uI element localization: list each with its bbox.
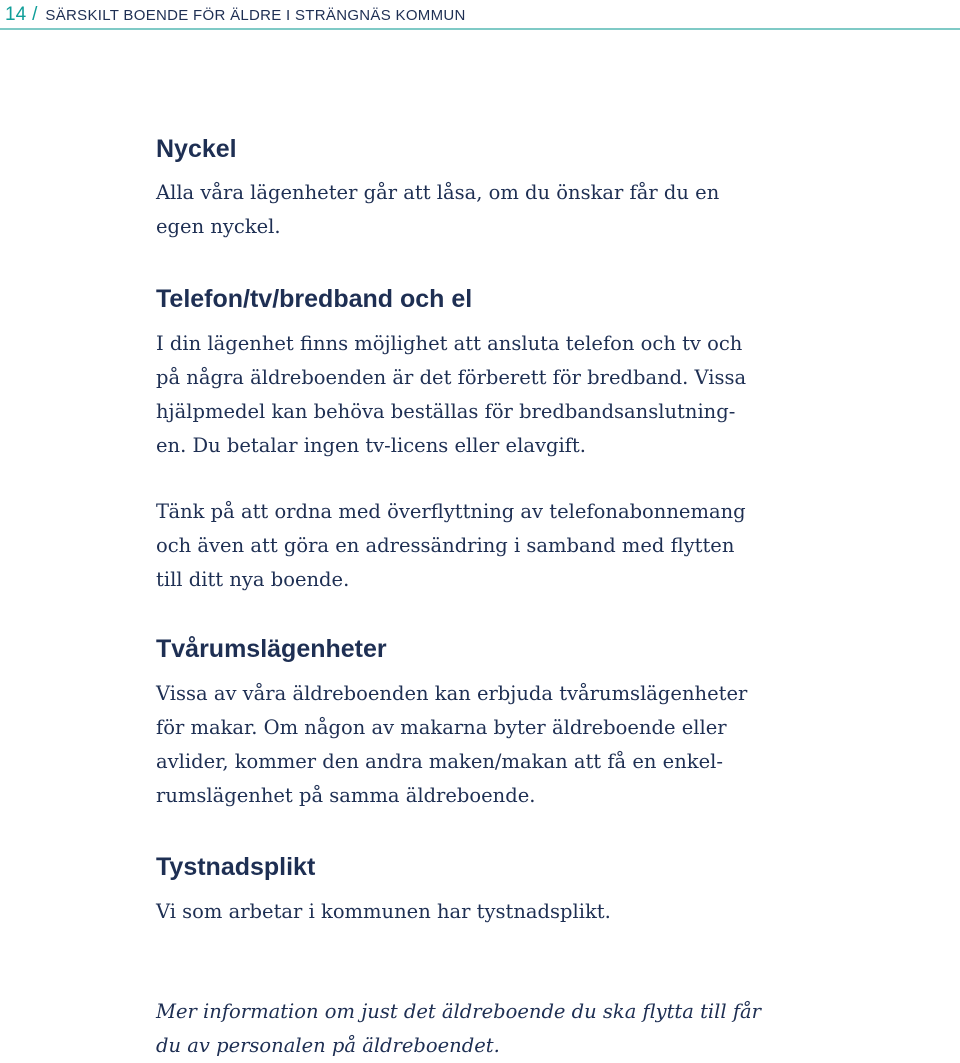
heading-tvarums: Tvårumslägenheter — [156, 635, 387, 663]
text-line: till ditt nya boende. — [156, 568, 350, 591]
text-line: och även att göra en adressändring i samband med flytten — [156, 534, 735, 557]
text-line: för makar. Om någon av makarna byter äldreboende eller — [156, 716, 727, 739]
page-number: 14 — [5, 4, 27, 25]
text-line: Vissa av våra äldreboenden kan erbjuda tvårumslägenheter — [156, 682, 748, 705]
heading-tystnad: Tystnadsplikt — [156, 853, 316, 881]
paragraph-telefon-moving — [156, 495, 776, 597]
text-line: rumslägenhet på samma äldreboende. — [156, 784, 536, 807]
heading-nyckel: Nyckel — [156, 135, 237, 163]
paragraph-tystnad — [156, 895, 776, 929]
running-title: SÄRSKILT BOENDE FÖR ÄLDRE I STRÄNGNÄS KOMMUN — [45, 7, 466, 24]
text-line: Alla våra lägenheter går att låsa, om du önskar får du en — [156, 181, 720, 204]
text-line: avlider, kommer den andra maken/makan att få en enkel- — [156, 750, 723, 773]
header-divider — [0, 28, 960, 30]
text-line: en. Du betalar ingen tv-licens eller elavgift. — [156, 434, 586, 457]
text-line: du av personalen på äldreboendet. — [156, 1034, 500, 1057]
text-line: I din lägenhet finns möjlighet att ansluta telefon och tv och — [156, 332, 743, 355]
paragraph-telefon — [156, 327, 776, 463]
text-line: Vi som arbetar i kommunen har tystnadsplikt. — [156, 900, 611, 923]
header-text — [5, 4, 466, 27]
header-separator: / — [32, 4, 38, 25]
footer-note — [156, 995, 776, 1063]
text-line: på några äldreboenden är det förberett för bredband. Vissa — [156, 366, 747, 389]
text-line: hjälpmedel kan behöva beställas för bredbandsanslutning- — [156, 400, 736, 423]
text-line: Mer information om just det äldreboende du ska flytta till får — [156, 1000, 761, 1023]
text-line: egen nyckel. — [156, 215, 281, 238]
heading-telefon: Telefon/tv/bredband och el — [156, 285, 473, 313]
text-line: Tänk på att ordna med överflyttning av telefonabonnemang — [156, 500, 746, 523]
paragraph-tvarums — [156, 677, 776, 813]
page-header — [0, 0, 960, 30]
paragraph-nyckel — [156, 176, 776, 244]
